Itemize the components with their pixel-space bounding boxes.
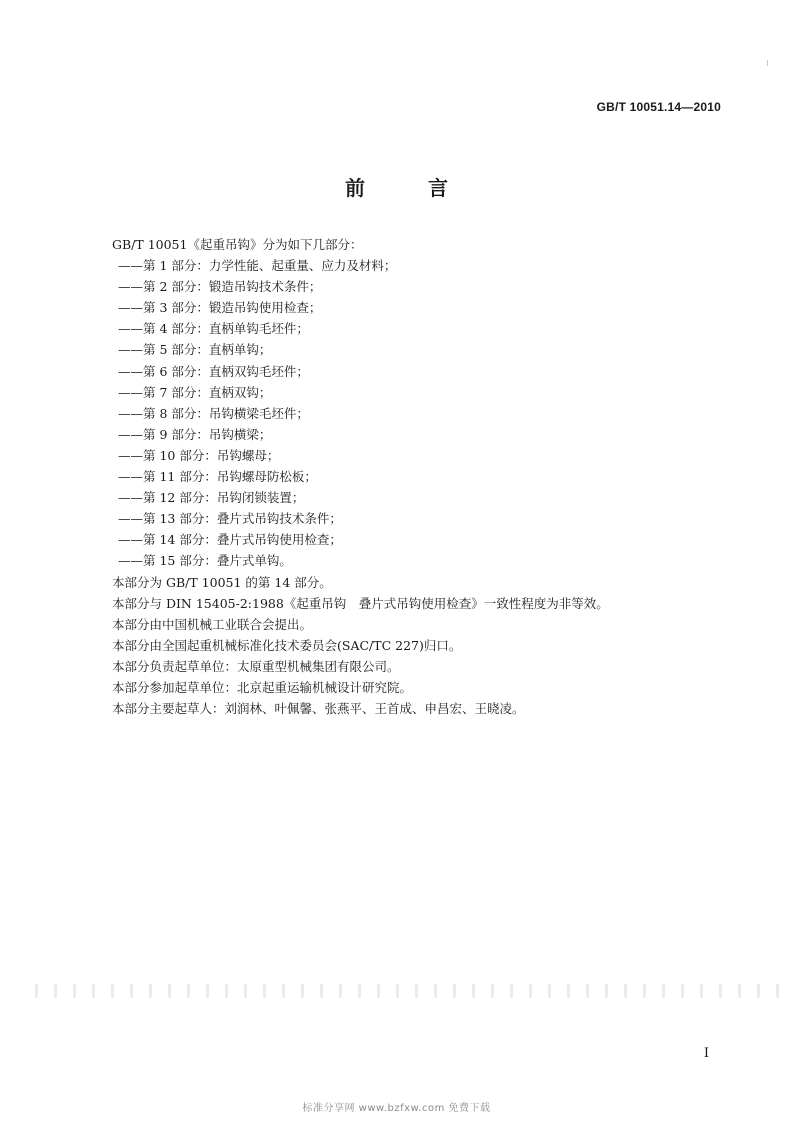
part-list-item: ——第 15 部分：叠片式单钩。 — [118, 553, 292, 569]
statement-line: 本部分参加起草单位：北京起重运输机械设计研究院。 — [112, 679, 413, 695]
part-list-item: ——第 8 部分：吊钩横梁毛坯件； — [118, 405, 309, 421]
part-list-item: ——第 9 部分：吊钩横梁； — [118, 426, 272, 442]
part-list-item: ——第 6 部分：直柄双钩毛坯件； — [118, 363, 309, 379]
statement-line: 本部分与 DIN 15405-2:1988《起重吊钩 叠片式吊钩使用检查》一致性程度为非等效。 — [112, 595, 609, 611]
scan-edge-mark — [767, 60, 768, 66]
standard-code: GB/T 10051.14—2010 — [596, 100, 721, 114]
part-list-item: ——第 13 部分：叠片式吊钩技术条件； — [118, 511, 342, 527]
part-list-item: ——第 1 部分：力学性能、起重量、应力及材料； — [118, 258, 397, 274]
part-list-item: ——第 2 部分：锻造吊钩技术条件； — [118, 279, 322, 295]
foreword-body — [112, 234, 732, 719]
statement-line: 本部分为 GB/T 10051 的第 14 部分。 — [112, 574, 332, 590]
part-list-item: ——第 12 部分：吊钩闭锁装置； — [118, 490, 305, 506]
part-list-item: ——第 10 部分：吊钩螺母； — [118, 447, 280, 463]
part-list-item: ——第 11 部分：吊钩螺母防松板； — [118, 469, 317, 485]
statement-line: 本部分负责起草单位：太原重型机械集团有限公司。 — [112, 658, 400, 674]
scan-noise-strip — [28, 984, 780, 998]
page-title: 前 言 — [345, 176, 476, 200]
part-list-item: ——第 3 部分：锻造吊钩使用检查； — [118, 300, 322, 316]
part-list-item: ——第 4 部分：直柄单钩毛坯件； — [118, 321, 309, 337]
statement-line: 本部分主要起草人：刘润林、叶佩馨、张燕平、王首成、申昌宏、王晓凌。 — [112, 701, 525, 717]
part-list-item: ——第 7 部分：直柄双钩； — [118, 384, 272, 400]
part-list-item: ——第 14 部分：叠片式吊钩使用检查； — [118, 532, 342, 548]
statement-line: 本部分由全国起重机械标准化技术委员会(SAC/TC 227)归口。 — [112, 637, 462, 653]
watermark-text: 标准分享网 www.bzfxw.com 免费下载 — [302, 1103, 491, 1114]
page-number: I — [703, 1046, 709, 1061]
part-list-item: ——第 5 部分：直柄单钩； — [118, 342, 272, 358]
statement-line: 本部分由中国机械工业联合会提出。 — [112, 616, 313, 632]
intro-line: GB/T 10051《起重吊钩》分为如下几部分： — [112, 237, 363, 252]
